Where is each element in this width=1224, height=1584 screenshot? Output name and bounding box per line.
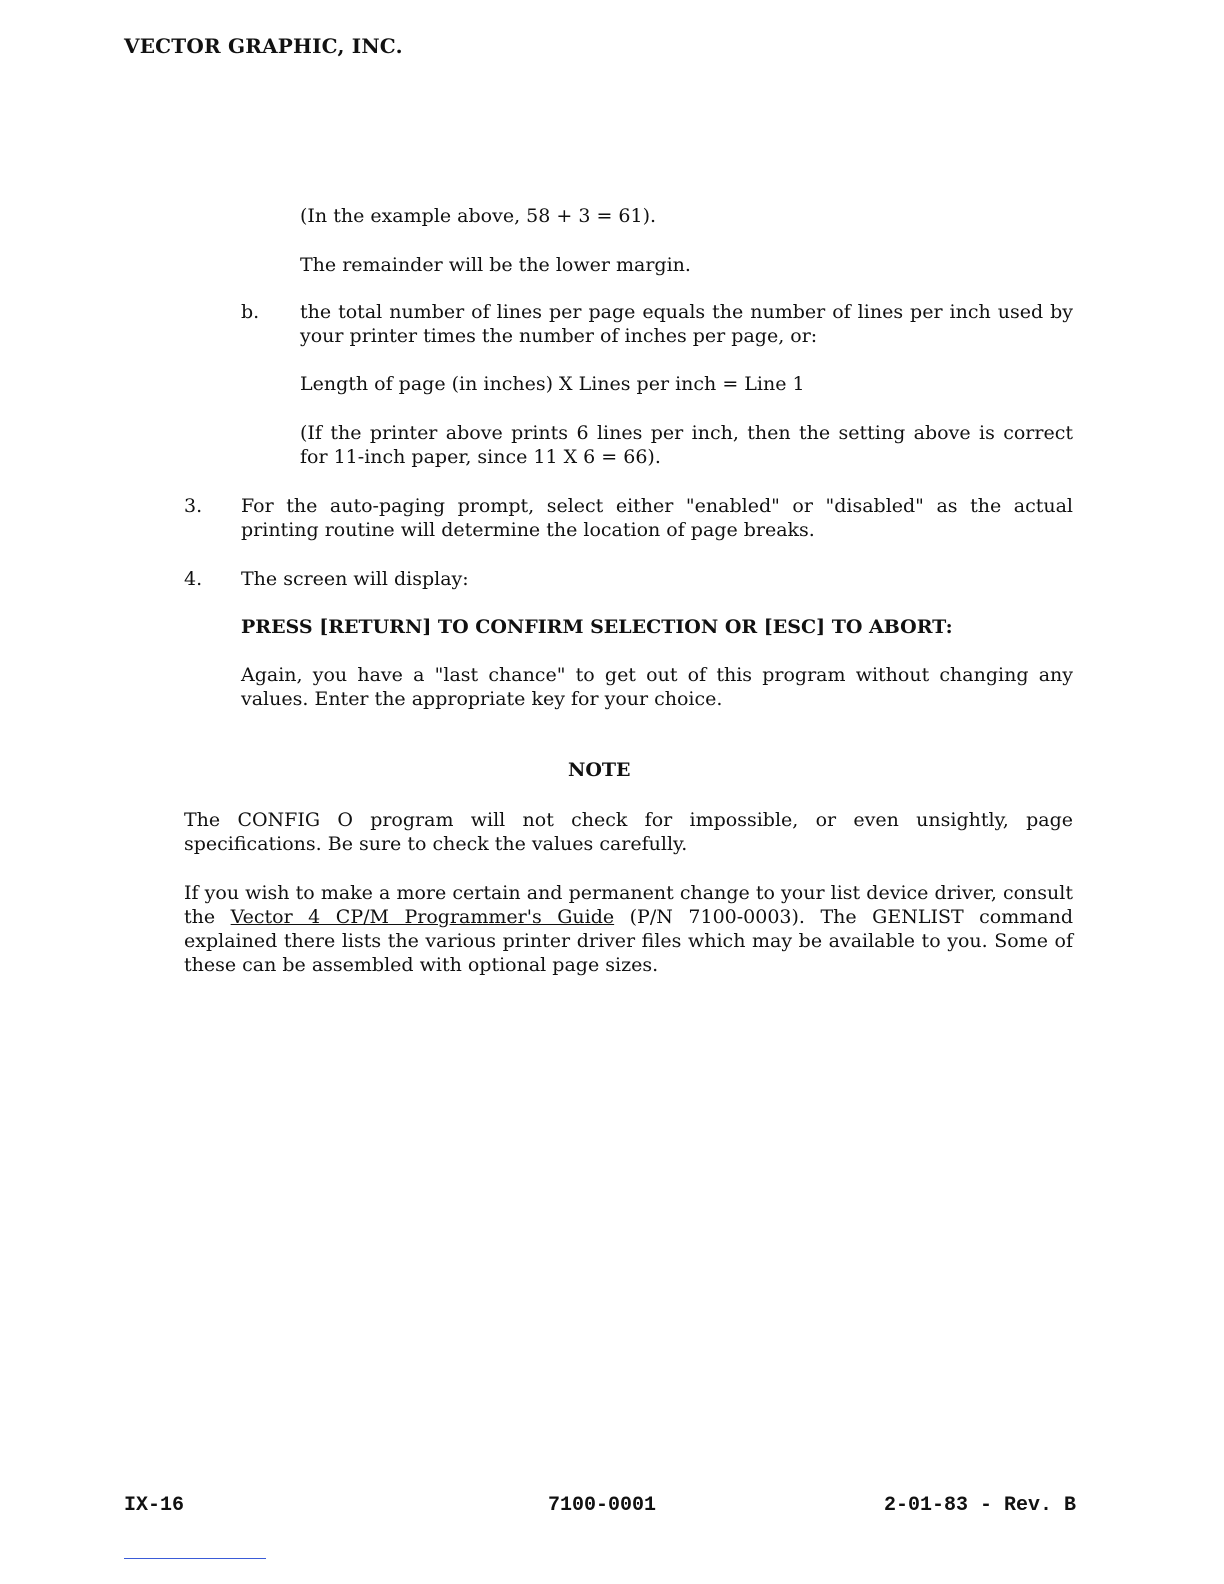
item-3-text: For the auto-paging prompt, select either "enabled" or "disabled" as the actual printing routine will determine the location of page breaks. — [241, 495, 1073, 541]
footer-rule — [124, 1558, 266, 1559]
note-paragraph-2-lead: If you wish to make a more certain and permanent change to your list device driver, consult the — [184, 882, 1073, 928]
page-number: IX-16 — [124, 1494, 185, 1517]
doc-number: 7100-0001 — [548, 1494, 657, 1517]
remainder-line: The remainder will be the lower margin. — [300, 254, 691, 276]
item-4-text: The screen will display: — [241, 568, 469, 590]
note-paragraph-2 — [184, 881, 1073, 977]
programmers-guide-title: Vector 4 CP/M Programmer's Guide — [230, 906, 615, 928]
note-paragraph-2-tail: (P/N 7100-0003). The GENLIST command explained there lists the various printer driver files which may be available to you. Some of these can be assembled with optional page sizes. — [184, 906, 1074, 976]
company-header: VECTOR GRAPHIC, INC. — [124, 34, 403, 58]
printer-note: (If the printer above prints 6 lines per inch, then the setting above is correct for 11-inch paper, since 11 X 6 = 66). — [300, 422, 1073, 468]
formula-line: Length of page (in inches) X Lines per inch = Line 1 — [300, 373, 805, 395]
revision-date: 2-01-83 - Rev. B — [884, 1494, 1077, 1517]
note-paragraph-1: The CONFIG O program will not check for impossible, or even unsightly, page specifications. Be sure to check the values carefully. — [184, 809, 1073, 855]
example-line: (In the example above, 58 + 3 = 61). — [300, 205, 657, 227]
confirm-prompt: PRESS [RETURN] TO CONFIRM SELECTION OR [ESC] TO ABORT: — [241, 616, 953, 638]
note-title: NOTE — [568, 759, 631, 781]
item-4-marker: 4. — [184, 568, 203, 590]
item-b-marker: b. — [241, 301, 260, 323]
again-paragraph: Again, you have a "last chance" to get out of this program without changing any values. Enter the appropriate key for your choice. — [241, 664, 1073, 710]
item-3-marker: 3. — [184, 495, 203, 517]
item-b-text: the total number of lines per page equals the number of lines per inch used by your printer times the number of inches per page, or: — [300, 301, 1073, 347]
